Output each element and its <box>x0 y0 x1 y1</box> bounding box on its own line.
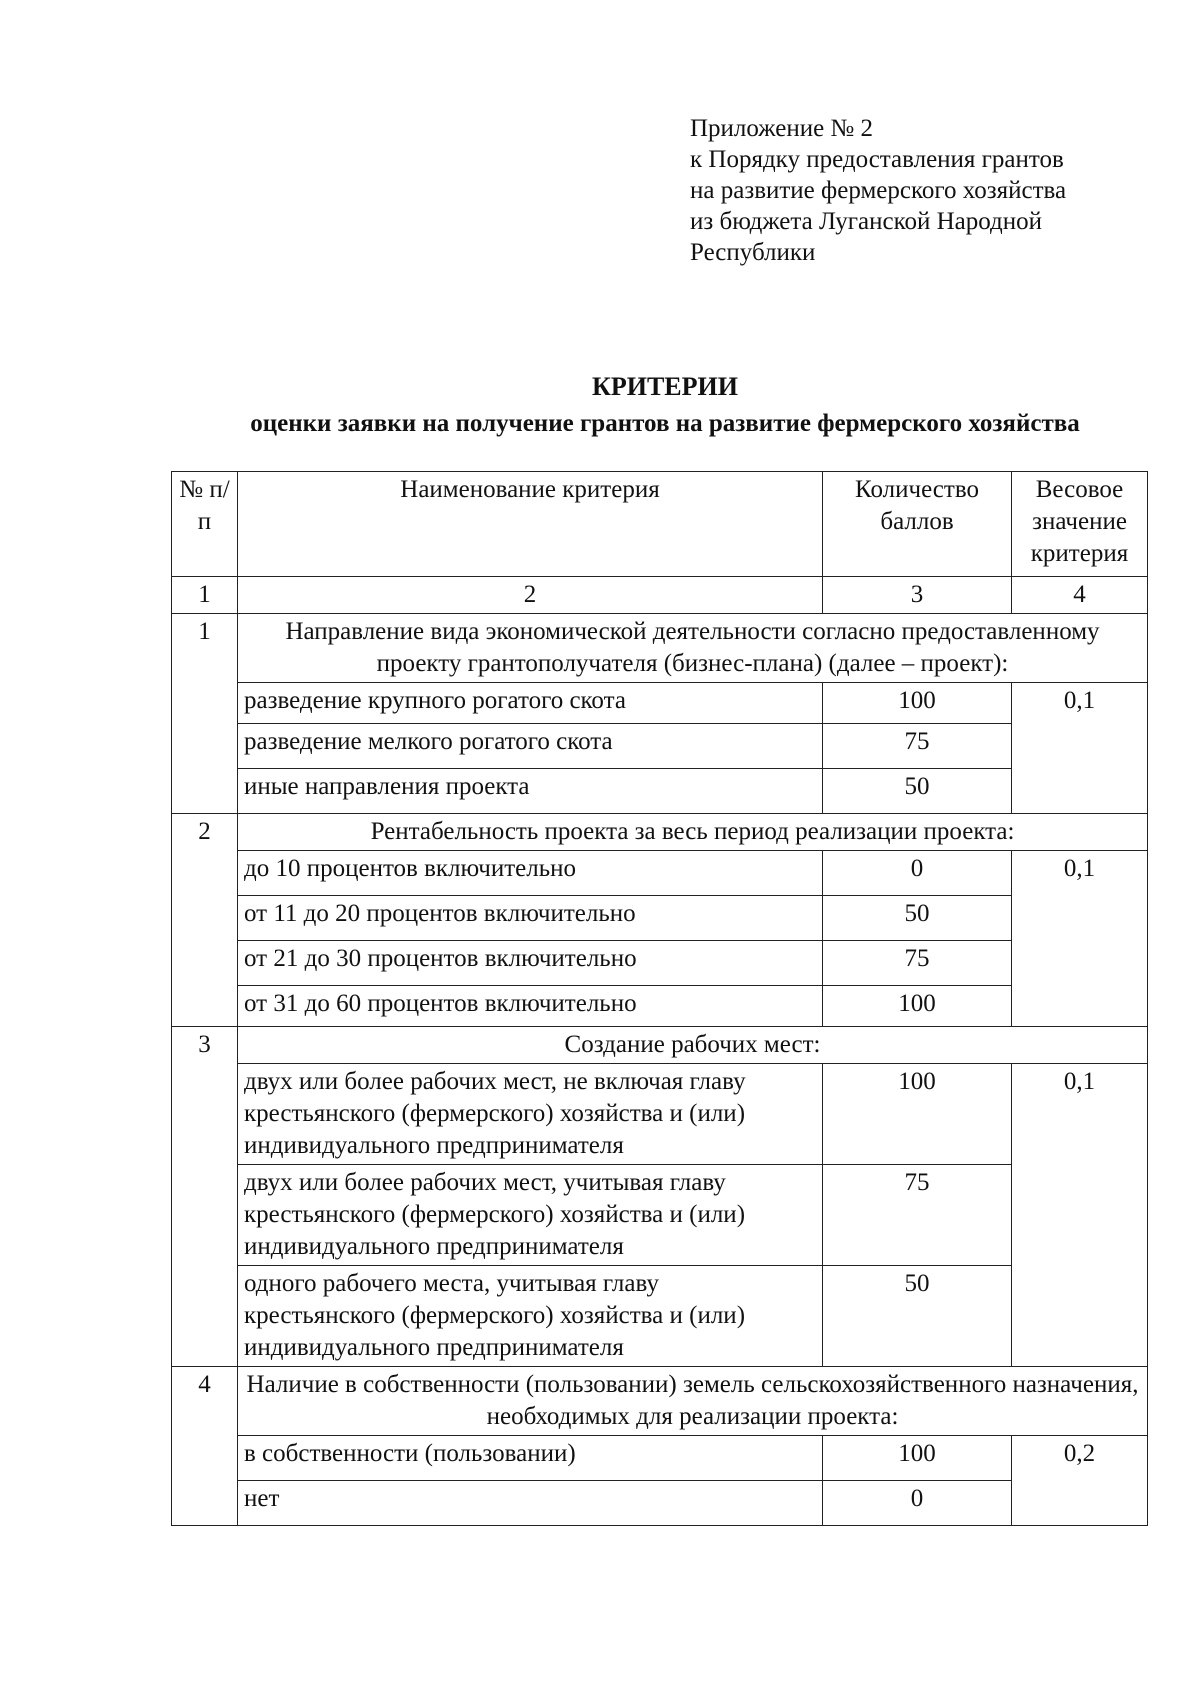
header-name: Наименование критерия <box>238 472 823 577</box>
document-subtitle: оценки заявки на получение грантов на развитие фермерского хозяйства <box>250 410 1080 437</box>
column-number: 2 <box>238 577 823 614</box>
document-title: КРИТЕРИИ <box>592 372 738 401</box>
criterion-name: нет <box>238 1481 823 1526</box>
section-title-row <box>172 814 1148 851</box>
criterion-points: 0 <box>823 1481 1012 1526</box>
section-title-row <box>172 1027 1148 1064</box>
table-row <box>172 1064 1148 1165</box>
criterion-name: иные направления проекта <box>238 769 823 814</box>
section-number: 1 <box>172 614 238 814</box>
section-number: 4 <box>172 1367 238 1526</box>
annex-line: из бюджета Луганской Народной <box>690 208 1043 235</box>
column-number: 3 <box>823 577 1012 614</box>
table-header-row <box>172 472 1148 577</box>
table-row <box>172 941 1148 986</box>
criterion-points: 75 <box>823 1165 1012 1266</box>
section-title: Создание рабочих мест: <box>238 1027 1148 1064</box>
criterion-name: от 21 до 30 процентов включительно <box>238 941 823 986</box>
criterion-name: двух или более рабочих мест, не включая главу крестьянского (фермерского) хозяйства и (или) индивидуального предпринимателя <box>238 1064 823 1165</box>
table-row <box>172 683 1148 724</box>
criterion-name: двух или более рабочих мест, учитывая главу крестьянского (фермерского) хозяйства и (или) индивидуального предпринимателя <box>238 1165 823 1266</box>
criteria-table <box>171 471 1148 1526</box>
criterion-points: 75 <box>823 724 1012 769</box>
header-num: № п/п <box>172 472 238 577</box>
table-row <box>172 896 1148 941</box>
column-number-row <box>172 577 1148 614</box>
header-points: Количество баллов <box>823 472 1012 577</box>
annex-line: Приложение № 2 <box>690 115 874 142</box>
table-row <box>172 1165 1148 1266</box>
criterion-weight: 0,1 <box>1012 1064 1148 1367</box>
criterion-points: 50 <box>823 769 1012 814</box>
criterion-name: одного рабочего места, учитывая главу крестьянского (фермерского) хозяйства и (или) индивидуального предпринимателя <box>238 1266 823 1367</box>
section-number: 3 <box>172 1027 238 1367</box>
criterion-name: от 31 до 60 процентов включительно <box>238 986 823 1027</box>
criterion-points: 0 <box>823 851 1012 896</box>
section-title: Рентабельность проекта за весь период реализации проекта: <box>238 814 1148 851</box>
annex-note <box>690 113 1170 268</box>
table-row <box>172 1481 1148 1526</box>
table-row <box>172 724 1148 769</box>
criterion-points: 50 <box>823 896 1012 941</box>
section-title-row <box>172 614 1148 683</box>
criterion-points: 50 <box>823 1266 1012 1367</box>
table-row <box>172 1266 1148 1367</box>
section-title: Наличие в собственности (пользовании) земель сельскохозяйственного назначения, необходимых для реализации проекта: <box>238 1367 1148 1436</box>
criterion-weight: 0,2 <box>1012 1436 1148 1526</box>
section-title-row <box>172 1367 1148 1436</box>
criterion-name: в собственности (пользовании) <box>238 1436 823 1481</box>
criterion-points: 75 <box>823 941 1012 986</box>
criterion-points: 100 <box>823 1436 1012 1481</box>
annex-line: к Порядку предоставления грантов <box>690 146 1064 173</box>
criterion-name: от 11 до 20 процентов включительно <box>238 896 823 941</box>
column-number: 4 <box>1012 577 1148 614</box>
section-number: 2 <box>172 814 238 1027</box>
criterion-name: разведение мелкого рогатого скота <box>238 724 823 769</box>
annex-line: на развитие фермерского хозяйства <box>690 177 1067 204</box>
criterion-weight: 0,1 <box>1012 851 1148 1027</box>
criterion-weight: 0,1 <box>1012 683 1148 814</box>
table-row <box>172 851 1148 896</box>
criterion-points: 100 <box>823 1064 1012 1165</box>
table-row <box>172 986 1148 1027</box>
criterion-points: 100 <box>823 986 1012 1027</box>
criterion-points: 100 <box>823 683 1012 724</box>
annex-line: Республики <box>690 239 816 266</box>
criterion-name: разведение крупного рогатого скота <box>238 683 823 724</box>
column-number: 1 <box>172 577 238 614</box>
table-row <box>172 769 1148 814</box>
section-title: Направление вида экономической деятельности согласно предоставленному проекту грантополучателя (бизнес-плана) (далее – проект): <box>238 614 1148 683</box>
criterion-name: до 10 процентов включительно <box>238 851 823 896</box>
header-weight: Весовое значение критерия <box>1012 472 1148 577</box>
table-row <box>172 1436 1148 1481</box>
